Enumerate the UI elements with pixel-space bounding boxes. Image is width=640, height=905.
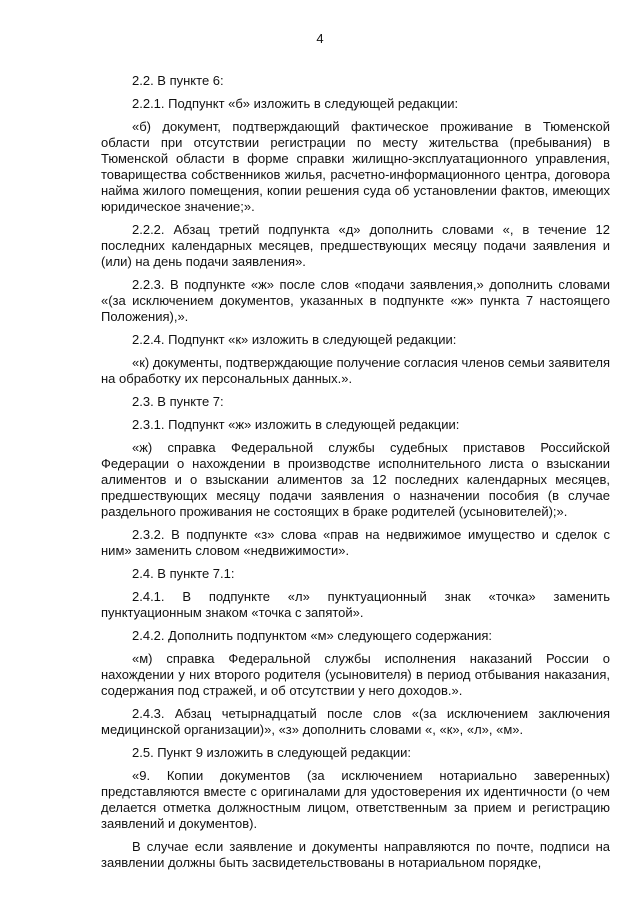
paragraph-2-3: 2.3. В пункте 7: [132, 394, 224, 409]
page-number: 4 [316, 31, 324, 46]
paragraph-2-4: 2.4. В пункте 7.1: [132, 566, 235, 581]
paragraph-2-4-1: 2.4.1. В подпункте «л» пунктуационный знак «точка» заменить пунктуационным знаком «точка с запятой». [101, 589, 610, 620]
paragraph-2-4-3: 2.4.3. Абзац четырнадцатый после слов «(за исключением заключения медицинской организации)», «з» дополнить словами «, «к», «л», «м». [101, 706, 610, 737]
paragraph-quote-b: «б) документ, подтверждающий фактическое проживание в Тюменской области при отсутствии регистрации по месту жительства (пребывания) в Тюменской области в форме справки жилищно-эксплуатационного управления, товарищества собственников жилья, расчетно-информационного центра, договора найма жилого помещения, копии решения суда об установлении фактов, имеющих юридическое значение;». [101, 119, 610, 214]
paragraph-quote-k: «к) документы, подтверждающие получение согласия членов семьи заявителя на обработку их персональных данных.». [101, 355, 610, 386]
paragraph-2-2-1: 2.2.1. Подпункт «б» изложить в следующей редакции: [132, 96, 459, 111]
paragraph-2-3-2: 2.3.2. В подпункте «з» слова «прав на недвижимое имущество и сделок с ним» заменить словом «недвижимости». [101, 527, 610, 558]
paragraph-quote-9: «9. Копии документов (за исключением нотариально заверенных) представляются вместе с оригиналами для удостоверения их идентичности (о чем делается отметка должностным лицом, ответственным за прием и регистрацию заявлений и документов). [101, 768, 610, 831]
paragraph-2-3-1: 2.3.1. Подпункт «ж» изложить в следующей редакции: [132, 417, 460, 432]
paragraph-2-4-2: 2.4.2. Дополнить подпунктом «м» следующего содержания: [132, 628, 492, 643]
paragraph-2-2-2: 2.2.2. Абзац третий подпункта «д» дополнить словами «, в течение 12 последних календарных месяцев, предшествующих месяцу подачи заявления и (или) на день подачи заявления». [101, 222, 610, 269]
paragraph-2-2: 2.2. В пункте 6: [132, 73, 224, 88]
paragraph-postal: В случае если заявление и документы направляются по почте, подписи на заявлении должны быть засвидетельствованы в нотариальном порядке, [101, 839, 610, 870]
paragraph-2-2-4: 2.2.4. Подпункт «к» изложить в следующей редакции: [132, 332, 457, 347]
paragraph-2-5: 2.5. Пункт 9 изложить в следующей редакции: [132, 745, 412, 760]
paragraph-quote-zh: «ж) справка Федеральной службы судебных приставов Российской Федерации о нахождении в производстве исполнительного листа о взыскании алиментов и о взыскании алиментов за 12 последних календарных месяцев, предшествующих месяцу подачи заявления о назначении пособия (в случае раздельного проживания не состоящих в браке родителей (усыновителей);». [101, 440, 610, 519]
document-body [101, 73, 610, 871]
paragraph-quote-m: «м) справка Федеральной службы исполнения наказаний России о нахождении у них второго родителя (усыновителя) в период отбывания наказания, содержания под стражей, и об отсутствии у него доходов.». [101, 651, 610, 698]
paragraph-2-2-3: 2.2.3. В подпункте «ж» после слов «подачи заявления,» дополнить словами «(за исключением документов, указанных в подпункте «ж» пункта 7 настоящего Положения),». [101, 277, 610, 324]
